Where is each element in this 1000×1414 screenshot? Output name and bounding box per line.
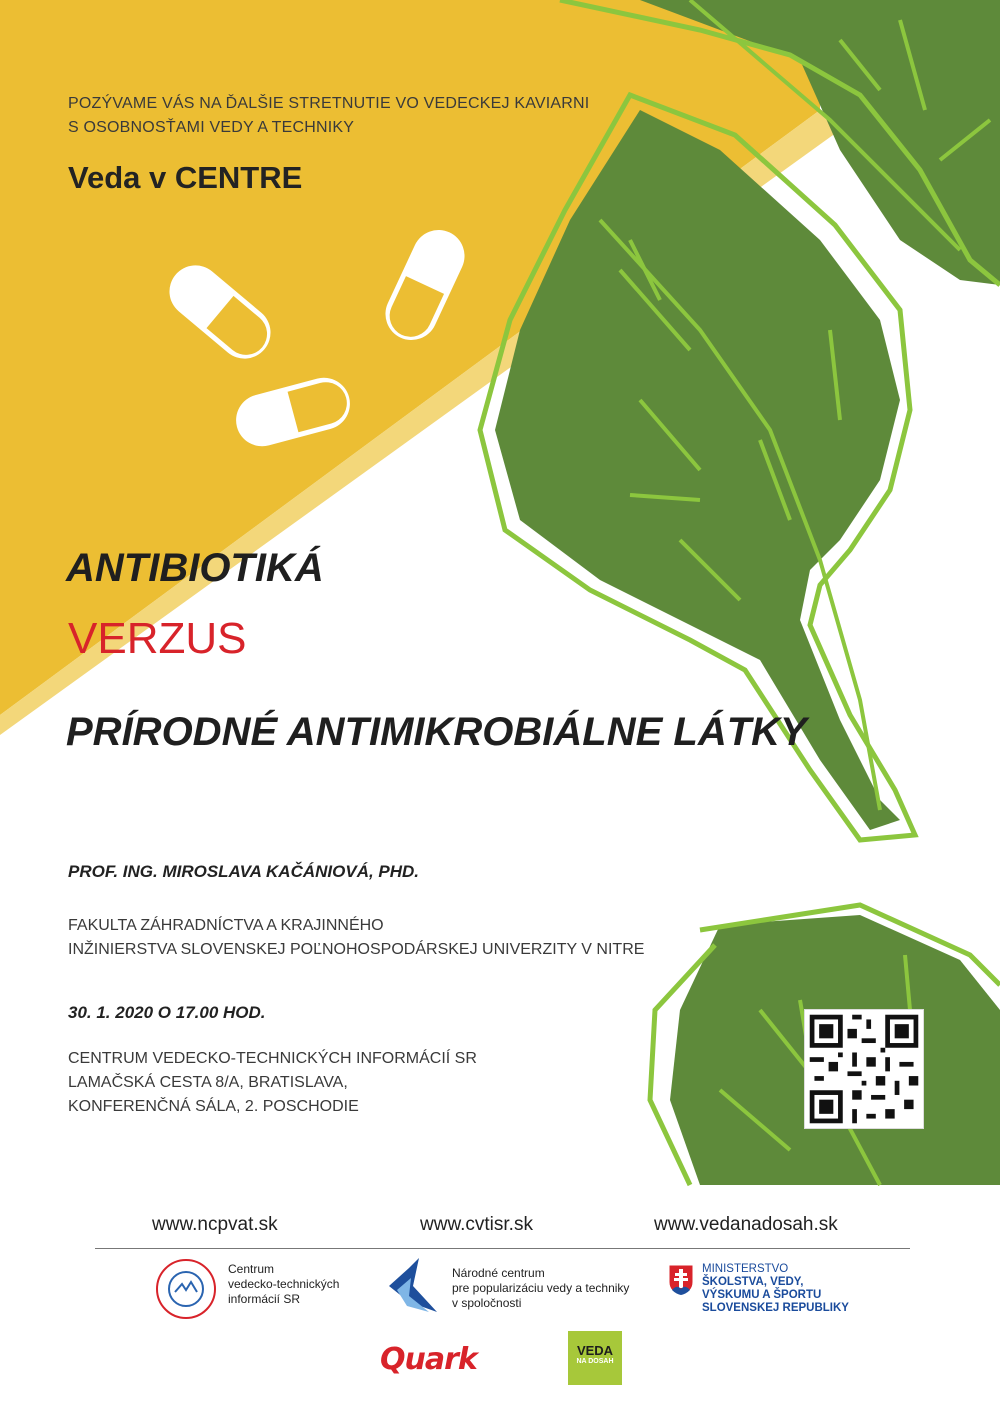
ministry-logo-line: ŠKOLSTVA, VEDY, <box>702 1276 804 1288</box>
ncp-logo-icon <box>385 1256 441 1320</box>
venue-line: KONFERENČNÁ SÁLA, 2. POSCHODIE <box>68 1098 359 1115</box>
event-datetime: 30. 1. 2020 O 17.00 HOD. <box>68 1003 266 1022</box>
cvti-logo-line: Centrum <box>228 1262 275 1276</box>
link-vedanadosah[interactable]: www.vedanadosah.sk <box>654 1214 838 1235</box>
ministry-logo-line: SLOVENSKEJ REPUBLIKY <box>702 1302 849 1314</box>
title-line-natural-substances: PRÍRODNÉ ANTIMIKROBIÁLNE LÁTKY <box>66 710 807 754</box>
invitation-line: POZÝVAME VÁS NA ĎALŠIE STRETNUTIE VO VEDECKEJ KAVIARNI <box>68 95 590 112</box>
link-cvtisr[interactable]: www.cvtisr.sk <box>420 1214 533 1235</box>
invitation-line: S OSOBNOSŤAMI VEDY A TECHNIKY <box>68 119 355 136</box>
veda-logo-line: VEDA <box>576 1343 614 1358</box>
affiliation-line: FAKULTA ZÁHRADNÍCTVA A KRAJINNÉHO <box>68 917 384 934</box>
ministry-logo-line: MINISTERSTVO <box>702 1263 789 1275</box>
affiliation-line: INŽINIERSTVA SLOVENSKEJ POĽNOHOSPODÁRSKEJ UNIVERZITY V NITRE <box>68 941 645 958</box>
title-line-versus: VERZUS <box>68 614 247 663</box>
series-title: Veda v CENTRE <box>68 160 303 195</box>
title-line-antibiotics: ANTIBIOTIKÁ <box>66 546 324 590</box>
footer-divider <box>95 1248 910 1249</box>
slovak-coat-of-arms-icon <box>668 1264 694 1296</box>
veda-logo-line: NA DOSAH <box>576 1358 614 1365</box>
speaker-name: PROF. ING. MIROSLAVA KAČÁNIOVÁ, PHD. <box>68 862 420 881</box>
link-ncpvat[interactable]: www.ncpvat.sk <box>152 1214 278 1235</box>
venue-line: CENTRUM VEDECKO-TECHNICKÝCH INFORMÁCIÍ SR <box>68 1050 477 1067</box>
ncp-logo-text <box>452 1266 629 1311</box>
qr-code-icon[interactable] <box>804 1009 924 1129</box>
ncp-logo-line: v spoločnosti <box>452 1296 522 1310</box>
ministry-logo-text <box>702 1263 849 1315</box>
event-venue <box>68 1047 477 1119</box>
veda-na-dosah-logo <box>568 1331 622 1385</box>
invitation-text <box>68 92 589 140</box>
ncp-logo-line: pre popularizáciu vedy a techniky <box>452 1281 630 1295</box>
cvti-logo-line: vedecko-technických <box>228 1277 340 1291</box>
cvti-logo-icon <box>155 1258 217 1320</box>
venue-line: LAMAČSKÁ CESTA 8/A, BRATISLAVA, <box>68 1074 348 1091</box>
speaker-affiliation <box>68 914 644 962</box>
cvti-logo-text <box>228 1262 339 1307</box>
quark-logo: Quark <box>380 1342 477 1377</box>
ministry-logo-line: VÝSKUMU A ŠPORTU <box>702 1289 822 1301</box>
cvti-logo-line: informácií SR <box>228 1292 301 1306</box>
ncp-logo-line: Národné centrum <box>452 1266 545 1280</box>
